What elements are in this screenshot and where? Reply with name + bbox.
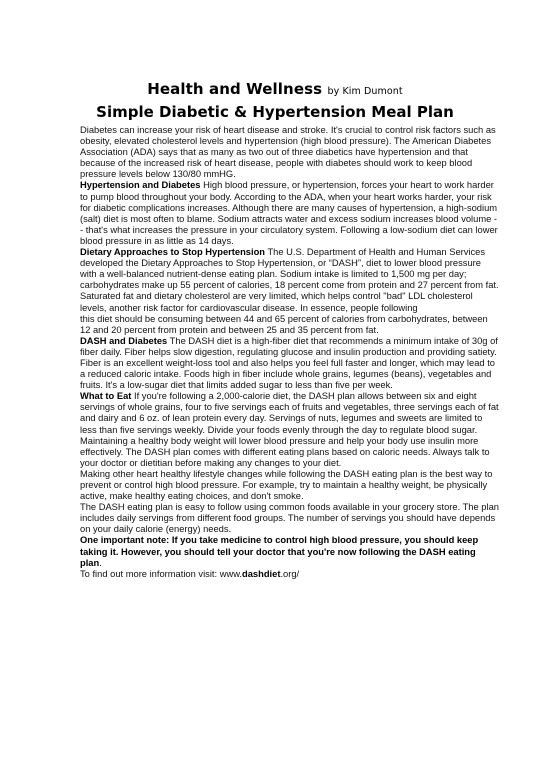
- dietary-paragraph: [80, 247, 500, 314]
- easy-to-follow-paragraph: The DASH eating plan is easy to follow using common foods available in your grocery store. The plan includes daily servings from different food groups. The number of servings you should have depends on your daily calorie (energy) needs.: [80, 502, 499, 535]
- more-info-suffix: .org/: [280, 568, 300, 579]
- hypertension-text: High blood pressure, or hypertension, forces your heart to work harder to pump blood throughout your body. According to the ADA, when your heart works harder, your risk for diabetic complications increases. Although there are many causes of hypertension, a high-sodium (salt) diet is most often to blame. Sodium attracts water and excess sodium increases blood volume -- that's what increases the pressure in your circulatory system. Following a low-sodium diet can lower blood pressure in as little as 14 days.: [80, 180, 498, 246]
- more-info-paragraph: [80, 569, 500, 580]
- intro-paragraph: Diabetes can increase your risk of heart disease and stroke. It's crucial to control risk factors such as obesity, elevated cholesterol levels and hypertension (high blood pressure). The American Diabetes Association (ADA) says that as many as two out of three diabetics have hypertension and that because of the increased risk of heart disease, people with diabetes should work to keep blood pressure levels below 130/80 mmHG.: [80, 125, 496, 180]
- what-to-eat-heading: What to Eat: [80, 391, 132, 402]
- document-title: Health and Wellness: [147, 80, 323, 98]
- dash-paragraph: [80, 336, 500, 391]
- hypertension-heading: Hypertension and Diabetes: [80, 180, 201, 191]
- dietary-heading: Dietary Approaches to Stop Hypertension: [80, 247, 266, 258]
- document-header: [0, 80, 550, 122]
- document-subtitle: Simple Diabetic & Hypertension Meal Plan: [96, 103, 454, 121]
- dietary-text: The U.S. Department of Health and Human Services developed the Dietary Approaches to Stop Hypertension, or “DASH”, diet to lower blood pressure with a well-balanced nutrient-dense eating plan. Sodium intake is limited to 1,500 mg per day; carbohydrates make up 55 percent of calories, 18 percent come from protein and 27 percent from fat. Saturated fat and dietary cholesterol are very limited, which helps control "bad" LDL cholesterol levels, another risk factor for cardiovascular disease. In essence, people following: [80, 247, 499, 313]
- dietary-continued-paragraph: this diet should be consuming between 44 and 65 percent of calories from carbohydrates, between 12 and 20 percent from protein and between 25 and 35 percent from fat.: [80, 313, 488, 335]
- important-note-end: .: [99, 557, 102, 568]
- more-info-link-domain[interactable]: dashdiet: [242, 568, 281, 579]
- dash-heading: DASH and Diabetes: [80, 335, 168, 346]
- more-info-prefix: To find out more information visit: www.: [80, 568, 243, 579]
- important-note-text: One important note: If you take medicine to control high blood pressure, you should keep taking it. However, you should tell your doctor that you're now following the DASH eating plan: [80, 535, 479, 568]
- what-to-eat-paragraph: [80, 391, 500, 469]
- article-body: [80, 125, 500, 580]
- what-to-eat-text: If you're following a 2,000-calorie diet, the DASH plan allows between six and eight servings of whole grains, four to five servings each of fruits and vegetables, three servings each of fat and dairy and 6 oz. of lean protein every day. Servings of nuts, legumes and sweets are limited to less than five servings weekly. Divide your foods evenly through the day to regulate blood sugar. Maintaining a healthy body weight will lower blood pressure and help your body use insulin more effectively. The DASH plan comes with different eating plans based on caloric needs. Always talk to your doctor or dietitian before making any changes to your diet.: [80, 391, 499, 468]
- lifestyle-paragraph: Making other heart healthy lifestyle changes while following the DASH eating plan is the best way to prevent or control high blood pressure. For example, try to maintain a healthy weight, be physically active, make healthy eating choices, and don't smoke.: [80, 468, 493, 502]
- hypertension-paragraph: [80, 180, 500, 247]
- dash-text: The DASH diet is a high-fiber diet that recommends a minimum intake of 30g of fiber daily. Fiber helps slow digestion, regulating glucose and insulin production and providing satiety. Fiber is an excellent weight-loss tool and also helps you feel full faster and longer, which may lead to a reduced caloric intake. Foods high in fiber include whole grains, legumes (beans), vegetables and fruits. It's a low-sugar diet that limits added sugar to less than five per week.: [80, 335, 498, 391]
- author-byline: by Kim Dumont: [327, 86, 403, 97]
- important-note-paragraph: [80, 535, 500, 568]
- title-line: [0, 80, 550, 101]
